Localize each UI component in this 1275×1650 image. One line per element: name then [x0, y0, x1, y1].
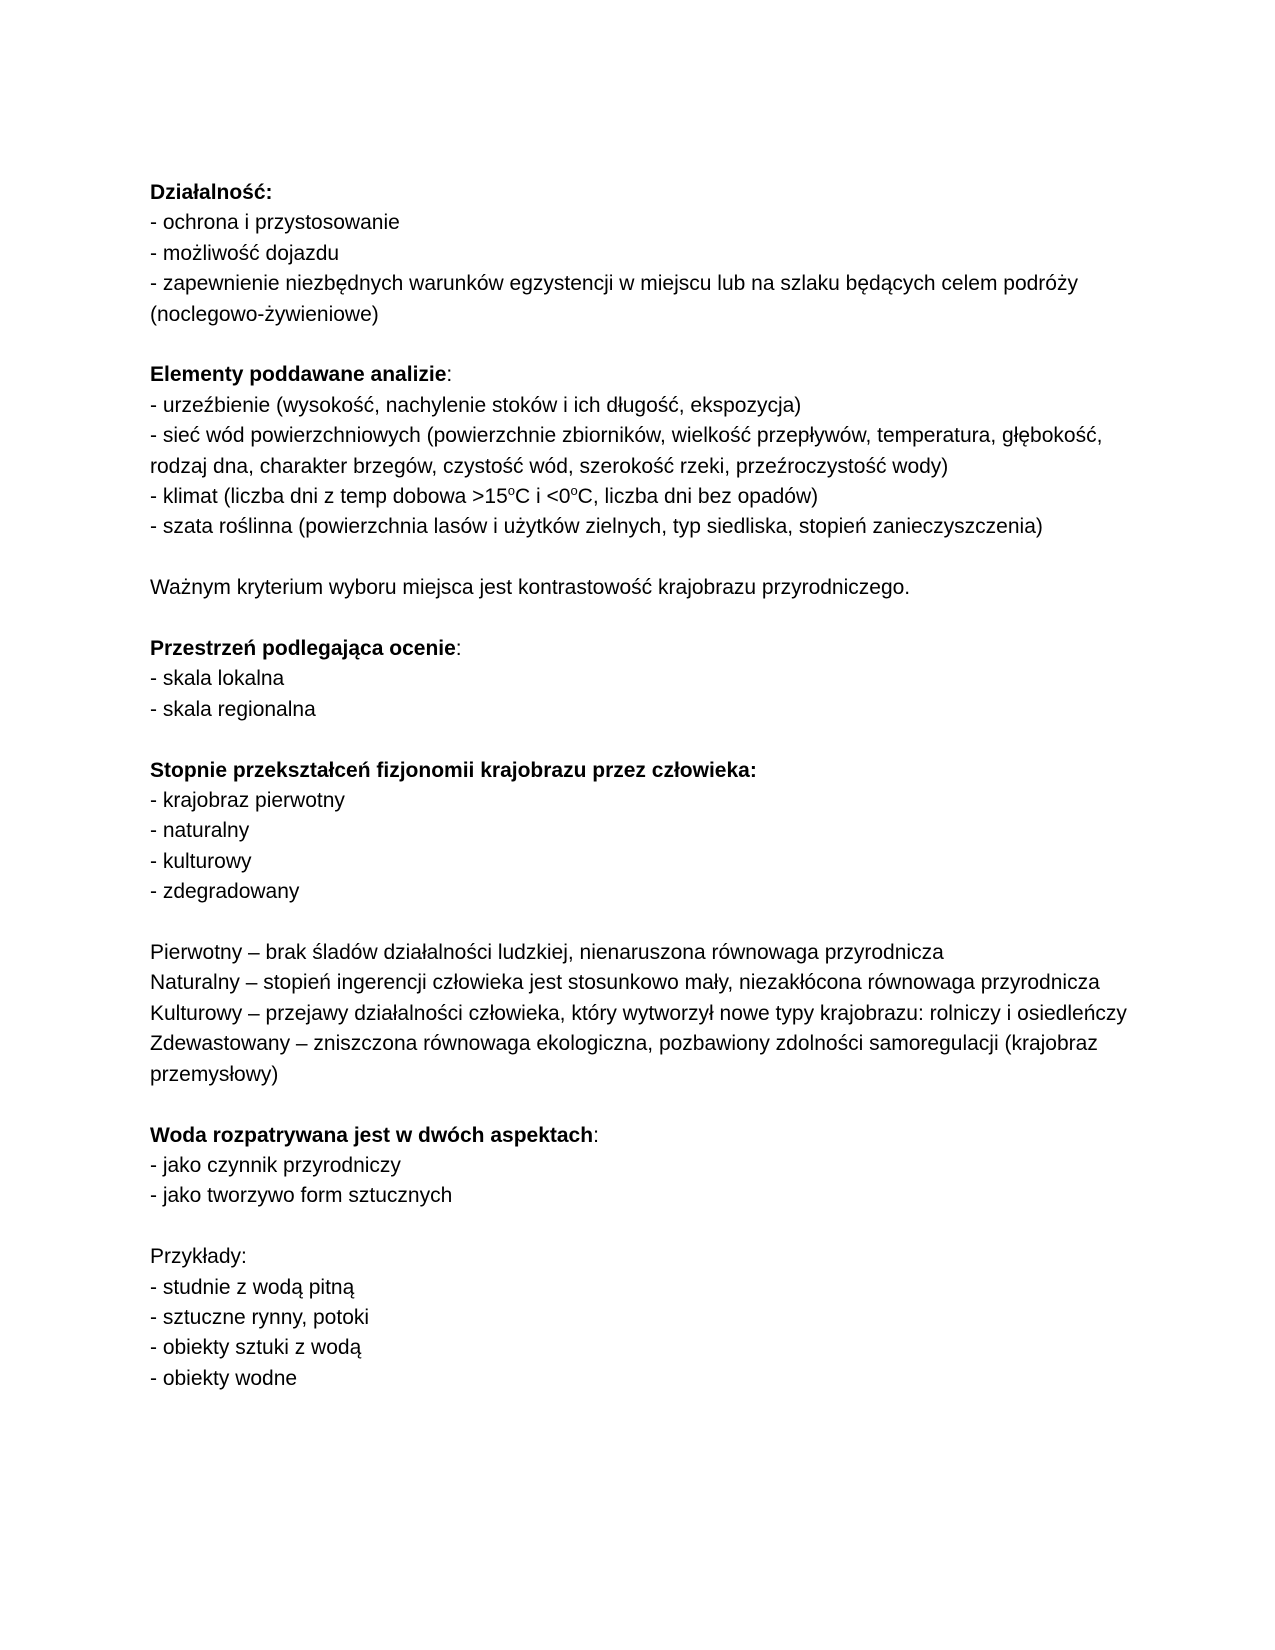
- heading-colon: :: [455, 637, 462, 661]
- list-item: - krajobraz pierwotny: [150, 789, 345, 813]
- section-heading-woda: [150, 1121, 1140, 1151]
- degree-sup: o: [507, 483, 515, 499]
- list-item: - studnie z wodą pitną: [150, 1275, 355, 1299]
- list-item: - obiekty sztuki z wodą: [150, 1336, 362, 1360]
- list-item: - urzeźbienie (wysokość, nachylenie stoków i ich długość, ekspozycja): [150, 393, 802, 417]
- paragraph-kryterium: Ważnym kryterium wyboru miejsca jest kontrastowość krajobrazu przyrodniczego.: [150, 576, 911, 600]
- spacer: [150, 908, 1140, 938]
- heading-colon: :: [593, 1123, 599, 1147]
- list-item: - sztuczne rynny, potoki: [150, 1305, 370, 1329]
- list-item: - naturalny: [150, 819, 250, 843]
- definition-pierwotny: Pierwotny – brak śladów działalności ludzkiej, nienaruszona równowaga przyrodnicza: [150, 941, 944, 965]
- definition-zdewastowany: Zdewastowany – zniszczona równowaga ekologiczna, pozbawiony zdolności samoregulacji (krajobraz przemysłowy): [150, 1032, 1098, 1086]
- list-item: - jako czynnik przyrodniczy: [150, 1153, 401, 1177]
- heading-text: Przestrzeń podlegająca ocenie: [150, 637, 456, 661]
- list-item: - zapewnienie niezbędnych warunków egzystencji w miejscu lub na szlaku będących celem podróży (noclegowo-żywieniowe): [150, 272, 1078, 326]
- heading-text: Woda rozpatrywana jest w dwóch aspektach: [150, 1123, 594, 1147]
- klimat-middle: C i <0: [514, 485, 571, 509]
- spacer: [150, 604, 1140, 634]
- list-item: - skala lokalna: [150, 667, 285, 691]
- spacer: [150, 1090, 1140, 1120]
- klimat-suffix: C, liczba dni bez opadów): [577, 485, 819, 509]
- list-item: - skala regionalna: [150, 697, 316, 721]
- heading-text: Elementy poddawane analizie: [150, 363, 447, 387]
- definition-kulturowy: Kulturowy – przejawy działalności człowieka, który wytworzył nowe typy krajobrazu: rolniczy i osiedleńczy: [150, 1001, 1127, 1025]
- list-item: - możliwość dojazdu: [150, 241, 340, 265]
- spacer: [150, 1212, 1140, 1242]
- section-heading-stopnie: Stopnie przekształceń fizjonomii krajobrazu przez człowieka:: [150, 758, 757, 782]
- degree-sup: o: [570, 483, 578, 499]
- list-item: - ochrona i przystosowanie: [150, 211, 400, 235]
- klimat-prefix: - klimat (liczba dni z temp dobowa >15: [150, 485, 508, 509]
- list-item: - sieć wód powierzchniowych (powierzchnie zbiorników, wielkość przepływów, temperatura, głębokość, rodzaj dna, charakter brzegów, czystość wód, szerokość rzeki, przeźroczystość wody): [150, 424, 1103, 478]
- document-body: [150, 178, 1140, 1394]
- spacer: [150, 330, 1140, 360]
- list-item: - jako tworzywo form sztucznych: [150, 1184, 453, 1208]
- list-item: - zdegradowany: [150, 880, 300, 904]
- section-heading-dzialalnosc: Działalność:: [150, 181, 273, 204]
- definition-naturalny: Naturalny – stopień ingerencji człowieka jest stosunkowo mały, niezakłócona równowaga przyrodnicza: [150, 971, 1100, 995]
- list-item: - szata roślinna (powierzchnia lasów i użytków zielnych, typ siedliska, stopień zanieczyszczenia): [150, 515, 1043, 539]
- section-heading-elementy: [150, 360, 1140, 390]
- spacer: [150, 725, 1140, 755]
- list-item: - obiekty wodne: [150, 1366, 298, 1390]
- spacer: [150, 543, 1140, 573]
- heading-colon: :: [446, 363, 453, 387]
- list-item-klimat: [150, 482, 1140, 512]
- section-heading-przestrzen: [150, 634, 1140, 664]
- section-heading-przyklady: Przykłady:: [150, 1245, 247, 1269]
- list-item: - kulturowy: [150, 849, 252, 873]
